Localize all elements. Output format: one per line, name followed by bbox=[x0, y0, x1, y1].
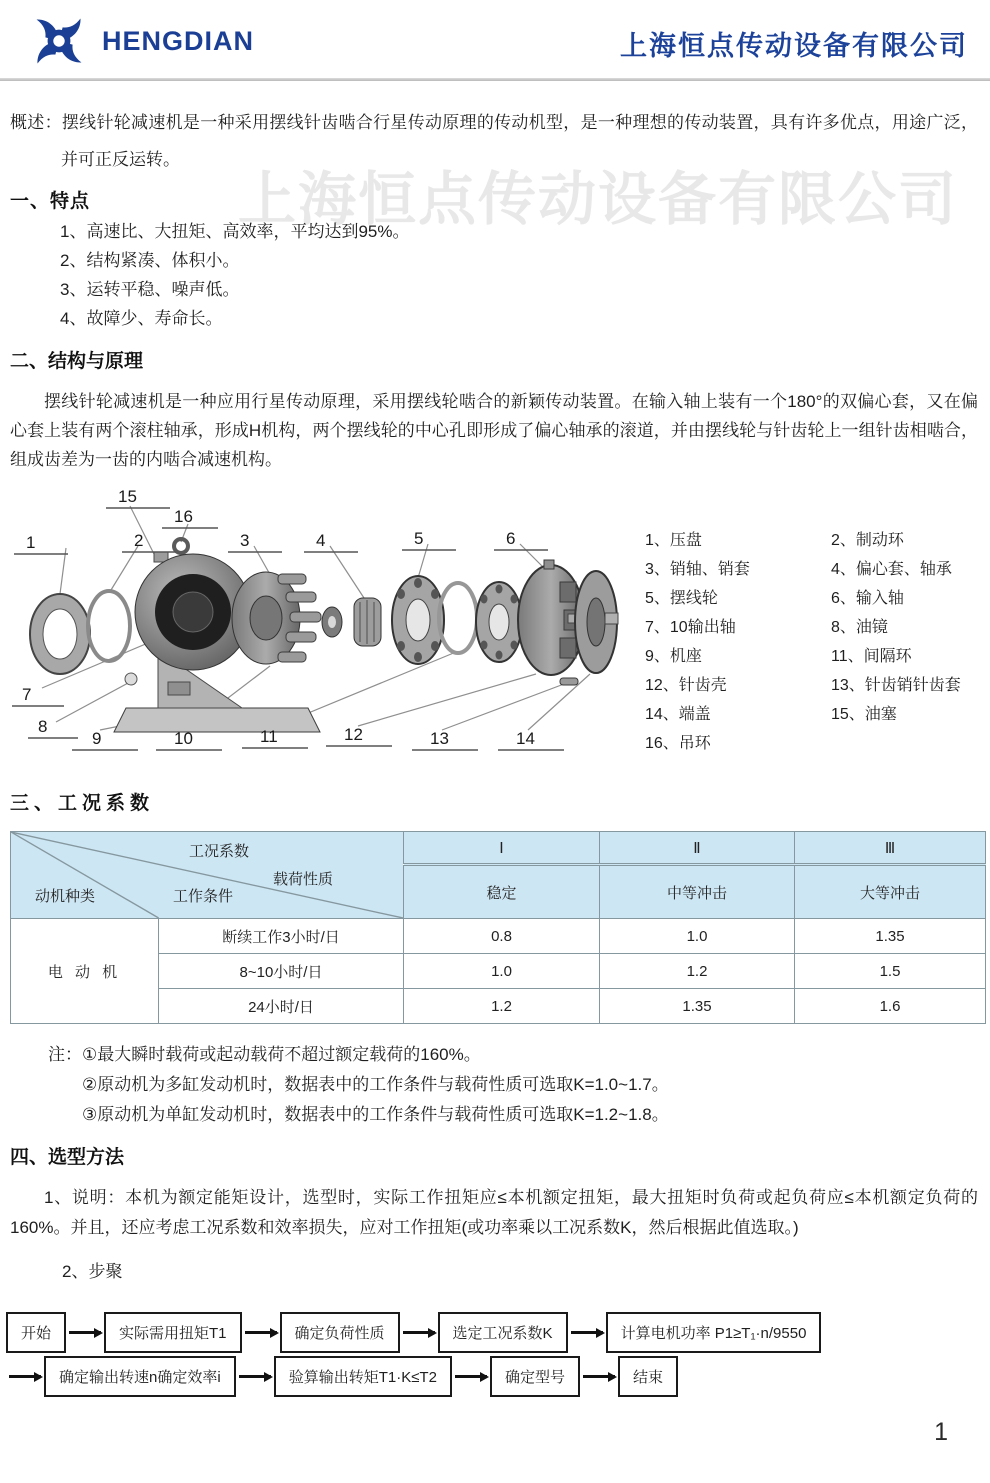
corner-label-coefficient: 工况系数 bbox=[189, 843, 250, 860]
reducer-exploded-illustration bbox=[8, 482, 620, 769]
steps-label: 2、步聚 bbox=[62, 1262, 123, 1281]
column-header-stable: 稳定 bbox=[404, 865, 600, 919]
brand-logo bbox=[28, 12, 254, 70]
parts-legend bbox=[645, 526, 983, 758]
eccentric-disc bbox=[322, 607, 342, 637]
output-shaft-pins bbox=[232, 572, 321, 664]
structure-title: 二、结构与原理 bbox=[10, 351, 144, 372]
callout-7: 7 bbox=[22, 685, 32, 704]
flow-step-required-torque: 实际需用扭矩T1 bbox=[104, 1312, 242, 1353]
brake-ring bbox=[88, 591, 130, 661]
callout-15: 15 bbox=[118, 487, 137, 506]
arrow-right-icon bbox=[455, 1375, 487, 1378]
arrow-right-icon bbox=[403, 1331, 435, 1334]
value-cell: 1.6 bbox=[795, 989, 986, 1024]
callout-9: 9 bbox=[92, 729, 102, 748]
page-header bbox=[0, 0, 990, 78]
flowchart-row-2 bbox=[6, 1356, 986, 1397]
parts-row bbox=[645, 671, 983, 700]
section-features bbox=[10, 186, 970, 329]
callout-5: 5 bbox=[414, 529, 424, 548]
part-item: 13、针齿销针齿套 bbox=[831, 677, 961, 694]
part-item: 15、油塞 bbox=[831, 706, 897, 723]
parts-row bbox=[645, 613, 983, 642]
callout-16: 16 bbox=[174, 507, 193, 526]
value-cell: 1.0 bbox=[404, 954, 600, 989]
flow-step-motor-power: 计算电机功率 P1≥T₁·n/9550 bbox=[606, 1312, 822, 1353]
column-numeral-2: Ⅱ bbox=[600, 832, 795, 865]
part-item: 3、销轴、销套 bbox=[645, 561, 750, 578]
note-item: ③原动机为单缸发动机时，数据表中的工作条件与载荷性质可选取K=1.2~1.8。 bbox=[82, 1105, 669, 1124]
column-header-medium-shock: 中等冲击 bbox=[600, 865, 795, 919]
callout-13: 13 bbox=[430, 729, 449, 748]
column-numeral-3: Ⅲ bbox=[795, 832, 986, 865]
arrow-right-icon bbox=[571, 1331, 603, 1334]
callout-12: 12 bbox=[344, 725, 363, 744]
cycloid-wheel-1 bbox=[392, 576, 444, 664]
page-number: 1 bbox=[934, 1418, 948, 1446]
arrow-right-icon bbox=[583, 1375, 615, 1378]
part-item bbox=[831, 729, 983, 758]
feature-item: 4、故障少、寿命长。 bbox=[60, 309, 223, 328]
callout-2: 2 bbox=[134, 531, 144, 550]
part-item: 2、制动环 bbox=[831, 532, 904, 549]
flow-step-check-torque: 验算输出转矩T1·K≤T2 bbox=[274, 1356, 452, 1397]
flowchart-row-1 bbox=[6, 1312, 986, 1353]
cycloid-wheel-2 bbox=[476, 582, 522, 662]
section-selection-method bbox=[10, 1142, 978, 1282]
value-cell: 1.2 bbox=[600, 954, 795, 989]
part-item: 5、摆线轮 bbox=[645, 590, 718, 607]
value-cell: 1.5 bbox=[795, 954, 986, 989]
row-group-electric-motor: 电 动 机 bbox=[11, 919, 159, 1024]
coefficients-table bbox=[10, 831, 986, 1024]
value-cell: 1.35 bbox=[795, 919, 986, 954]
part-item: 14、端盖 bbox=[645, 706, 711, 723]
part-item: 9、机座 bbox=[645, 648, 702, 665]
flow-step-coefficient-k: 选定工况系数K bbox=[438, 1312, 568, 1353]
notes-label: 注： bbox=[48, 1045, 82, 1064]
feature-item: 3、运转平稳、噪声低。 bbox=[60, 280, 240, 299]
corner-label-load-nature: 载荷性质 bbox=[273, 871, 334, 888]
features-title: 一、特点 bbox=[10, 191, 91, 212]
value-cell: 1.35 bbox=[600, 989, 795, 1024]
value-cell: 1.0 bbox=[600, 919, 795, 954]
callout-4: 4 bbox=[316, 531, 326, 550]
value-cell: 1.2 bbox=[404, 989, 600, 1024]
callout-10: 10 bbox=[174, 729, 193, 748]
work-condition-cell: 8~10小时/日 bbox=[159, 954, 404, 989]
pinwheel-logo-icon bbox=[28, 12, 90, 70]
value-cell: 0.8 bbox=[404, 919, 600, 954]
arrow-right-icon bbox=[239, 1375, 271, 1378]
part-item: 16、吊环 bbox=[645, 735, 711, 752]
section-coefficients bbox=[10, 788, 985, 1024]
work-condition-cell: 24小时/日 bbox=[159, 989, 404, 1024]
brand-name: HENGDIAN bbox=[102, 25, 255, 56]
arrow-right-icon bbox=[245, 1331, 277, 1334]
part-item: 6、输入轴 bbox=[831, 590, 904, 607]
part-item: 7、10输出轴 bbox=[645, 619, 736, 636]
arrow-right-icon bbox=[69, 1331, 101, 1334]
note-item: ①最大瞬时载荷或起动载荷不超过额定载荷的160%。 bbox=[82, 1045, 481, 1064]
callout-14: 14 bbox=[516, 729, 535, 748]
parts-row bbox=[645, 729, 983, 758]
corner-label-work-condition: 工作条件 bbox=[173, 888, 234, 905]
part-item: 12、针齿壳 bbox=[645, 677, 727, 694]
parts-row bbox=[645, 642, 983, 671]
part-item: 4、偏心套、轴承 bbox=[831, 561, 952, 578]
column-header-heavy-shock: 大等冲击 bbox=[795, 865, 986, 919]
table-corner-cell bbox=[11, 832, 404, 919]
roller-bearing bbox=[354, 598, 381, 646]
coefficients-title: 三、工况系数 bbox=[10, 793, 155, 814]
arrow-right-icon bbox=[9, 1375, 41, 1378]
corner-label-machine-type: 动机种类 bbox=[35, 888, 96, 905]
selection-title: 四、选型方法 bbox=[10, 1147, 125, 1168]
part-item: 8、油镜 bbox=[831, 619, 888, 636]
flow-step-output-speed: 确定输出转速n确定效率i bbox=[44, 1356, 236, 1397]
parts-row bbox=[645, 584, 983, 613]
flow-step-determine-model: 确定型号 bbox=[490, 1356, 580, 1397]
flow-step-load-nature: 确定负荷性质 bbox=[280, 1312, 400, 1353]
callout-11: 11 bbox=[260, 727, 278, 746]
company-name: 上海恒点传动设备有限公司 bbox=[620, 31, 968, 61]
parts-row bbox=[645, 700, 983, 729]
flow-step-end: 结束 bbox=[618, 1356, 678, 1397]
callout-1: 1 bbox=[26, 533, 36, 552]
section-structure bbox=[10, 346, 978, 474]
overview-paragraph: 概述：摆线针轮减速机是一种采用摆线针齿啮合行星传动原理的传动机型，是一种理想的传动装置，具有许多优点，用途广泛，并可正反运转。 bbox=[10, 113, 978, 169]
watermark-text: 上海恒点传动设备有限公司 bbox=[238, 167, 959, 232]
callout-8: 8 bbox=[38, 717, 48, 736]
flow-step-start: 开始 bbox=[6, 1312, 66, 1353]
column-numeral-1: Ⅰ bbox=[404, 832, 600, 865]
parts-row bbox=[645, 555, 983, 584]
selection-description: 1、说明：本机为额定能矩设计，选型时，实际工作扭矩应≤本机额定扭矩，最大扭矩时负荷或起负荷应≤本机额定负荷的160%。并且，还应考虑工况系数和效率损失，应对工作扭矩(或功率乘以工况系数K，然后根据此值选取。) bbox=[10, 1188, 978, 1237]
parts-row bbox=[645, 526, 983, 555]
part-item: 1、压盘 bbox=[645, 532, 702, 549]
structure-paragraph: 摆线针轮减速机是一种应用行星传动原理，采用摆线轮啮合的新颖传动装置。在输入轴上装有一个180°的双偏心套，又在偏心套上装有两个滚柱轴承，形成H机构，两个摆线轮的中心孔即形成了偏心轴承的滚道，并由摆线轮与针齿轮上一组针齿相啮合，组成齿差为一齿的内啮合减速机构。 bbox=[10, 392, 978, 469]
feature-item: 1、高速比、大扭矩、高效率，平均达到95%。 bbox=[60, 222, 410, 241]
header-divider bbox=[0, 78, 990, 81]
feature-item: 2、结构紧凑、体积小。 bbox=[60, 251, 240, 270]
callout-3: 3 bbox=[240, 531, 250, 550]
table-notes bbox=[48, 1040, 978, 1130]
table-row bbox=[11, 919, 986, 954]
pressure-plate-ring bbox=[30, 594, 90, 674]
note-item: ②原动机为多缸发动机时，数据表中的工作条件与载荷性质可选取K=1.0~1.7。 bbox=[82, 1075, 669, 1094]
work-condition-cell: 断续工作3小时/日 bbox=[159, 919, 404, 954]
callout-6: 6 bbox=[506, 529, 516, 548]
exploded-view-diagram bbox=[8, 482, 620, 769]
part-item: 11、间隔环 bbox=[831, 648, 912, 665]
